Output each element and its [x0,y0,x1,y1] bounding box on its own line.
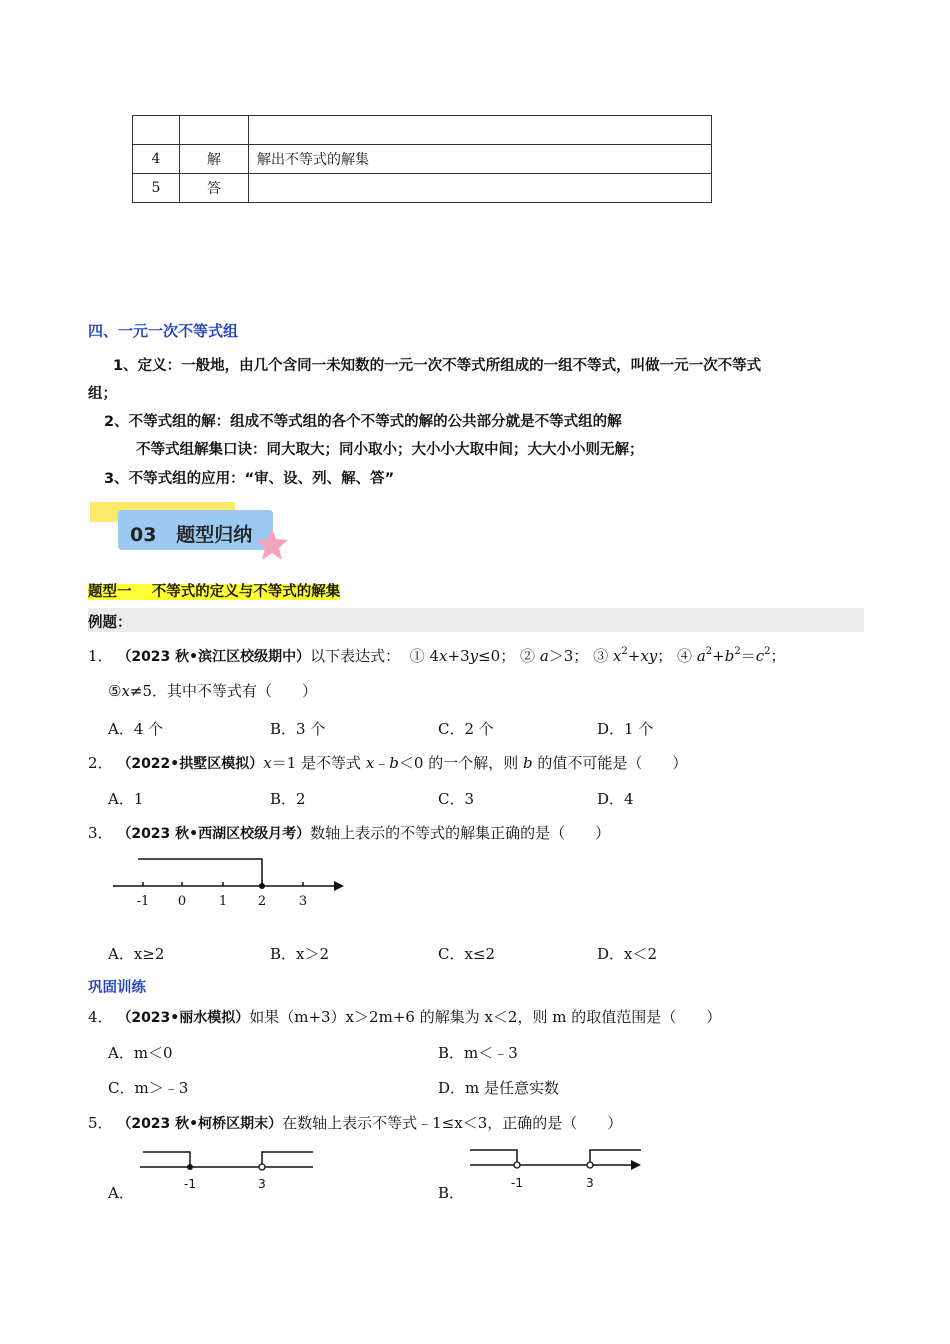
option-b[interactable]: B．x＞2 [270,945,330,963]
definition-line-2: 组； [88,386,117,402]
open-point [259,1164,265,1170]
option-a[interactable]: A．m＜0 [108,1044,173,1062]
question-5 [88,1112,622,1133]
option-b[interactable]: B． [438,1184,465,1202]
tick-label: -1 [184,1177,196,1191]
tick-label: -1 [136,894,150,909]
solution-bracket [138,859,262,886]
axis-arrow [334,881,344,891]
step-description [249,116,712,145]
number-line-option-a[interactable] [135,1145,320,1195]
question-stem: 在数轴上表示不等式﹣1≤x＜3，正确的是（ ） [282,1114,623,1132]
option-d[interactable]: D．1 个 [597,720,654,738]
step-description [249,174,712,203]
option-d[interactable]: D．m 是任意实数 [438,1079,560,1097]
item-1: ① 4x+3y≤0； [409,647,516,665]
open-point [587,1162,593,1168]
question-stem: 数轴上表示的不等式的解集正确的是（ ） [310,824,611,842]
step-description: 解出不等式的解集 [249,145,712,174]
solution-rhyme: 不等式组解集口诀：同大取大；同小取小；大小小大取中间；大大小小则无解； [136,442,644,458]
question-stem: 以下表达式： [310,647,401,665]
question-source: （2023•丽水模拟） [117,1010,250,1026]
option-b[interactable]: B．2 [270,790,306,808]
section-title: 四、一元一次不等式组 [88,322,239,340]
option-b[interactable]: B．3 个 [270,720,326,738]
tick-label: -1 [511,1176,523,1190]
tick-label: 3 [586,1176,594,1190]
item-5: ⑤x≠5 [108,682,153,700]
tick-label: 3 [298,894,308,909]
right-ray [262,1152,313,1167]
question-1-line-2 [108,680,317,701]
question-number: 3． [88,824,113,842]
question-stem: ＜0 的一个解，则 [398,754,523,772]
tick-label: 1 [218,894,228,909]
tick-label: 3 [258,1177,266,1191]
item-3: ③ $x^2+xy$； [593,646,673,665]
application-line: 3、不等式组的应用：“审、设、列、解、答” [104,471,395,487]
definition-line-1: 1、定义：一般地，由几个含同一未知数的一元一次不等式所组成的一组不等式，叫做一元一次不等式 [113,358,762,374]
option-a[interactable]: A．x≥2 [108,945,165,963]
option-c[interactable]: C．m＞﹣3 [108,1079,189,1097]
option-b[interactable]: B．m＜﹣3 [438,1044,518,1062]
step-number: 5 [133,174,180,203]
left-ray [470,1150,517,1165]
option-a[interactable]: A． [108,1184,134,1202]
question-number: 1． [88,647,113,665]
example-bar [88,608,864,632]
left-ray [143,1152,190,1167]
option-c[interactable]: C．3 [438,790,475,808]
number-line-figure [108,850,358,912]
solution-definition: 2、不等式组的解：组成不等式组的各个不等式的解的公共部分就是不等式组的解 [104,414,622,430]
question-stem: 如果（m+3）x＞2m+6 的解集为 x＜2，则 m 的取值范围是（ ） [249,1008,722,1026]
table-row [133,116,712,145]
question-3 [88,822,610,843]
question-2: 2． （2022•拱墅区模拟）x＝1 是不等式 x﹣b＜0 的一个解，则 b 的值不可能是（ ） [88,754,688,772]
example-label: 例题： [88,615,132,631]
tick-label: 0 [177,894,187,909]
step-number [133,116,180,145]
question-source: （2023 秋•滨江区校级期中） [117,649,311,665]
solid-point [259,883,265,889]
question-source: （2023 秋•柯桥区期末） [117,1116,283,1132]
section-banner [90,500,290,560]
question-tail: ．其中不等式有（ ） [152,682,318,700]
question-number: 2． [88,754,113,772]
table-row [133,174,712,203]
question-source: （2023 秋•西湖区校级月考） [117,826,311,842]
option-c[interactable]: C．x≤2 [438,945,496,963]
question-source: （2022•拱墅区模拟） [117,756,264,772]
item-2: ② a＞3； [520,647,589,665]
question-number: 4． [88,1008,113,1026]
question-stem: 的值不可能是（ ） [532,754,688,772]
item-4: ④ $a^2+b^2=c^2$； [677,646,786,665]
banner-label: 03 题型归纳 [130,524,253,546]
step-name: 解 [180,145,249,174]
star-icon [255,527,289,561]
practice-title: 巩固训练 [88,980,146,996]
question-stem: ＝1 是不等式 [271,754,366,772]
type-title: 题型一 不等式的定义与不等式的解集 [88,584,341,600]
option-d[interactable]: D．4 [597,790,634,808]
option-a[interactable]: A．1 [108,790,144,808]
step-number: 4 [133,145,180,174]
question-4 [88,1006,721,1027]
steps-table [132,115,712,203]
question-1 [88,645,786,666]
question-number: 5． [88,1114,113,1132]
tick-label: 2 [257,894,267,909]
open-point [514,1162,520,1168]
step-name: 答 [180,174,249,203]
step-name [180,116,249,145]
number-line-option-b[interactable] [465,1143,650,1195]
axis-arrow [631,1160,641,1170]
table-row [133,145,712,174]
solid-point [187,1164,193,1170]
option-a[interactable]: A．4 个 [108,720,164,738]
option-c[interactable]: C．2 个 [438,720,494,738]
option-d[interactable]: D．x＜2 [597,945,658,963]
